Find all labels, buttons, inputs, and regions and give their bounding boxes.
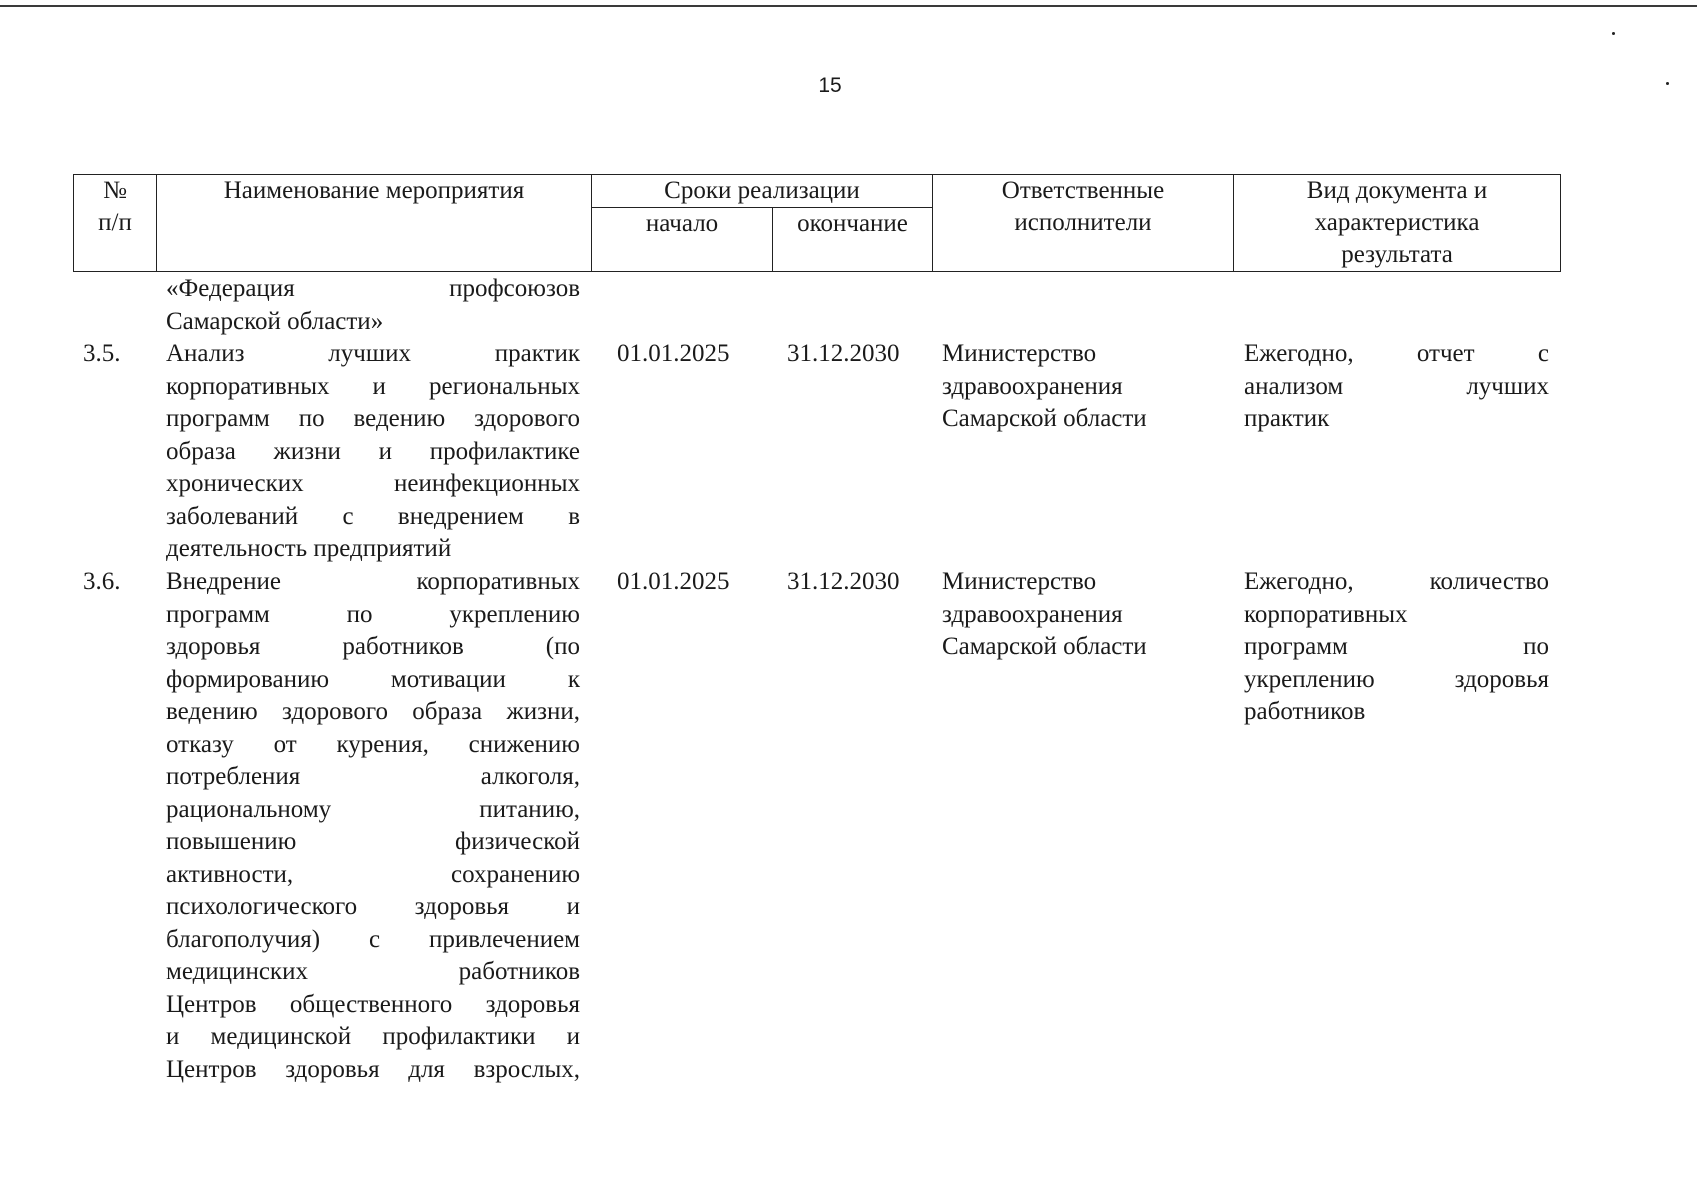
- row-number: 3.5.: [83, 340, 121, 367]
- header-document: [1234, 175, 1561, 272]
- text-line: практик: [1244, 405, 1330, 432]
- header-end: окончание: [773, 208, 933, 272]
- header-start: начало: [592, 208, 773, 272]
- header-document-line: Вид документа и: [1306, 177, 1488, 204]
- header-responsible-line: исполнители: [1014, 209, 1152, 236]
- header-number: [74, 175, 157, 272]
- text-line: психологического здоровья и: [166, 893, 580, 920]
- row-number: 3.6.: [83, 568, 121, 595]
- header-document-line: характеристика: [1314, 209, 1480, 236]
- text-line: активности, сохранению: [166, 860, 580, 888]
- responsible-executor: [942, 566, 1232, 664]
- text-line: деятельность предприятий: [166, 535, 452, 562]
- text-line: Самарской области»: [166, 307, 384, 335]
- text-line: Самарской области: [942, 633, 1147, 660]
- text-line: программ по ведению здорового: [166, 405, 580, 432]
- continuation-text: [166, 273, 580, 338]
- text-line: здоровья работников (по: [166, 633, 580, 660]
- text-line: образа жизни и профилактике: [166, 437, 580, 465]
- text-line: медицинских работников: [166, 958, 580, 985]
- text-line: корпоративных и региональных: [166, 372, 580, 400]
- event-name: [166, 566, 580, 1086]
- event-name: [166, 338, 580, 566]
- start-date: 01.01.2025: [617, 568, 730, 595]
- text-line: работников: [1244, 698, 1366, 725]
- header-timing: Сроки реализации: [592, 175, 933, 208]
- header-number-line: №: [103, 177, 127, 204]
- text-line: формированию мотивации к: [166, 665, 580, 693]
- header-event-name: Наименование мероприятия: [157, 175, 592, 272]
- text-line: Министерство: [942, 568, 1097, 595]
- text-line: заболеваний с внедрением в: [166, 502, 580, 530]
- text-line: хронических неинфекционных: [166, 470, 580, 497]
- text-line: Внедрение корпоративных: [166, 568, 580, 595]
- text-line: повышению физической: [166, 828, 580, 855]
- header-document-line: результата: [1341, 241, 1453, 268]
- text-line: Ежегодно, отчет с: [1244, 340, 1549, 367]
- text-line: здравоохранения: [942, 372, 1123, 400]
- text-line: ведению здорового образа жизни,: [166, 698, 580, 725]
- header-number-line: п/п: [98, 209, 132, 236]
- responsible-executor: [942, 338, 1232, 436]
- end-date: 31.12.2030: [787, 340, 900, 367]
- text-line: Центров здоровья для взрослых,: [166, 1055, 580, 1083]
- text-line: укреплению здоровья: [1244, 665, 1549, 693]
- document-result: [1244, 566, 1549, 729]
- table-header: [73, 174, 1561, 272]
- text-line: программ по: [1244, 633, 1549, 660]
- text-line: «Федерация профсоюзов: [166, 275, 580, 302]
- text-line: Ежегодно, количество: [1244, 568, 1549, 595]
- text-line: Центров общественного здоровья: [166, 990, 580, 1018]
- start-date: 01.01.2025: [617, 340, 730, 367]
- top-border-line: [0, 5, 1697, 7]
- text-line: анализом лучших: [1244, 372, 1549, 400]
- document-result: [1244, 338, 1549, 436]
- text-line: отказу от курения, снижению: [166, 730, 580, 758]
- text-line: корпоративных: [1244, 600, 1408, 628]
- text-line: здравоохранения: [942, 600, 1123, 628]
- end-date: 31.12.2030: [787, 568, 900, 595]
- text-line: Министерство: [942, 340, 1097, 367]
- page-number: 15: [818, 74, 842, 97]
- text-line: программ по укреплению: [166, 600, 580, 628]
- scan-speck: [1612, 32, 1615, 35]
- text-line: и медицинской профилактики и: [166, 1023, 580, 1050]
- text-line: потребления алкоголя,: [166, 763, 580, 790]
- header-responsible-line: Ответственные: [1001, 177, 1165, 204]
- scan-speck: [1666, 82, 1669, 85]
- text-line: Анализ лучших практик: [166, 340, 580, 367]
- text-line: рациональному питанию,: [166, 795, 580, 823]
- header-responsible: [933, 175, 1234, 272]
- text-line: Самарской области: [942, 405, 1147, 432]
- text-line: благополучия) с привлечением: [166, 925, 580, 953]
